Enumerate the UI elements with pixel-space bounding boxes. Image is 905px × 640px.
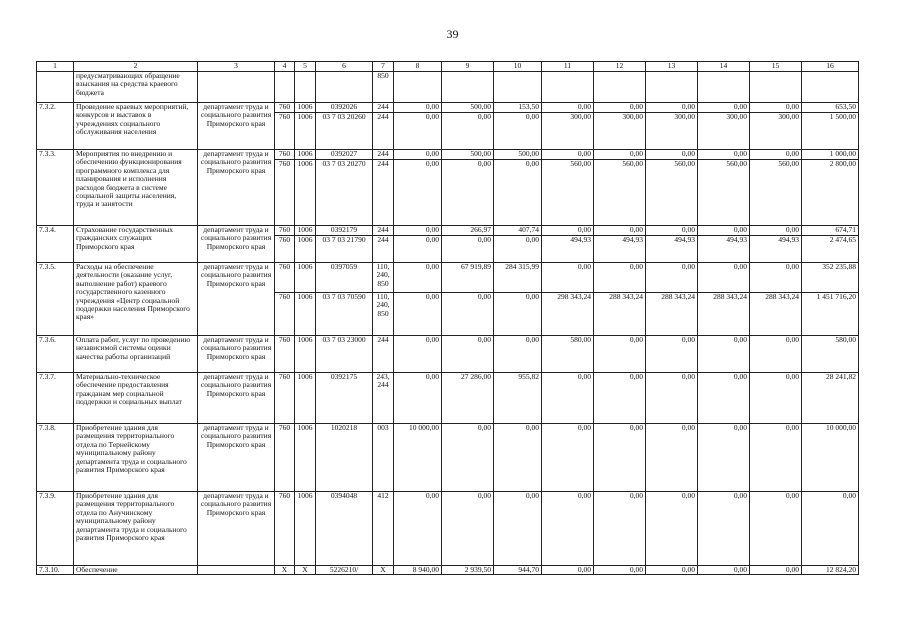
grbs-cell: 760	[275, 373, 295, 424]
row-name-cell: Материально-техническое обеспечение предоставления гражданам мер социальной поддержки и социальных выплат	[74, 373, 198, 424]
table-row	[37, 226, 859, 236]
total-amount-cell: 2 800,00	[802, 160, 859, 226]
amount-cell: 0,00	[594, 226, 646, 236]
amount-cell: 0,00	[394, 236, 442, 263]
expense-type-cell: 412	[373, 492, 394, 566]
header-cell: 14	[698, 62, 750, 72]
amount-cell: 0,00	[394, 373, 442, 424]
empty-cell	[494, 72, 542, 103]
amount-cell: 0,00	[750, 566, 802, 575]
amount-cell: 0,00	[442, 160, 494, 226]
amount-cell: 500,00	[442, 103, 494, 113]
amount-cell: 0,00	[394, 336, 442, 373]
amount-cell: 288 343,24	[698, 293, 750, 336]
row-id-cell: 7.3.9.	[37, 492, 74, 566]
amount-cell: 300,00	[698, 113, 750, 150]
header-cell: 9	[442, 62, 494, 72]
row-name-cell: Расходы на обеспечение деятельности (оказание услуг, выполнение работ) краевого государственного казенного учреждения «Центр социальной поддержки населения Приморского края»	[74, 263, 198, 336]
amount-cell: 288 343,24	[594, 293, 646, 336]
amount-cell: 0,00	[394, 226, 442, 236]
amount-cell: 0,00	[646, 103, 698, 113]
section-cell: 1006	[295, 263, 316, 293]
grbs-cell: 760	[275, 150, 295, 160]
responsible-dept-cell: департамент труда и социального развития Приморского края	[198, 373, 275, 424]
table-row	[37, 566, 859, 575]
amount-cell: 0,00	[494, 492, 542, 566]
table-row	[37, 336, 859, 373]
empty-cell	[698, 72, 750, 103]
total-amount-cell: 2 474,65	[802, 236, 859, 263]
amount-cell: 0,00	[646, 263, 698, 293]
target-article-cell: 03 7 03 23000	[316, 336, 373, 373]
grbs-cell: 760	[275, 226, 295, 236]
grbs-cell: 760	[275, 113, 295, 150]
section-cell: 1006	[295, 113, 316, 150]
amount-cell: 0,00	[494, 113, 542, 150]
expense-type-cell: 003	[373, 424, 394, 492]
amount-cell: 0,00	[494, 336, 542, 373]
amount-cell: 0,00	[494, 160, 542, 226]
amount-cell: 494,93	[750, 236, 802, 263]
amount-cell: 0,00	[494, 293, 542, 336]
amount-cell: 0,00	[646, 492, 698, 566]
row-name-cell: Проведение краевых мероприятий, конкурсов и выставок в учреждениях социального обслуживания населения	[74, 103, 198, 150]
amount-cell: 0,00	[442, 424, 494, 492]
amount-cell: 298 343,24	[542, 293, 594, 336]
header-cell: 10	[494, 62, 542, 72]
amount-cell: 0,00	[750, 373, 802, 424]
amount-cell: 494,93	[698, 236, 750, 263]
header-cell: 7	[373, 62, 394, 72]
amount-cell: 0,00	[542, 373, 594, 424]
amount-cell: 67 919,89	[442, 263, 494, 293]
total-amount-cell: 1 500,00	[802, 113, 859, 150]
section-cell: X	[295, 566, 316, 575]
expense-type-cell: 110, 240, 850	[373, 293, 394, 336]
expense-type-cell: 244	[373, 160, 394, 226]
amount-cell: 0,00	[698, 566, 750, 575]
amount-cell: 0,00	[394, 293, 442, 336]
table-row	[37, 103, 859, 113]
amount-cell: 494,93	[542, 236, 594, 263]
amount-cell: 0,00	[542, 103, 594, 113]
grbs-cell: X	[275, 566, 295, 575]
row-id-cell: 7.3.2.	[37, 103, 74, 150]
amount-cell: 0,00	[594, 263, 646, 293]
grbs-cell: 760	[275, 293, 295, 336]
grbs-cell: 760	[275, 336, 295, 373]
amount-cell: 560,00	[698, 160, 750, 226]
amount-cell: 0,00	[698, 373, 750, 424]
amount-cell: 955,82	[494, 373, 542, 424]
empty-cell	[750, 72, 802, 103]
grbs-cell: 760	[275, 263, 295, 293]
expense-type-cell: 244	[373, 113, 394, 150]
amount-cell: 0,00	[646, 336, 698, 373]
section-cell: 1006	[295, 424, 316, 492]
row-id-cell: 7.3.8.	[37, 424, 74, 492]
header-cell: 15	[750, 62, 802, 72]
row-name-cell: Приобретение здания для размещения территориального отдела по Анучинскому муниципальному району департамента труда и социального развития Приморского края	[74, 492, 198, 566]
responsible-dept-cell: департамент труда и социального развития Приморского края	[198, 103, 275, 150]
amount-cell: 0,00	[750, 336, 802, 373]
kvr-cell: 850	[373, 72, 394, 103]
expense-type-cell: 244	[373, 103, 394, 113]
empty-cell	[275, 72, 295, 103]
amount-cell: 0,00	[394, 113, 442, 150]
responsible-dept-cell: департамент труда и социального развития Приморского края	[198, 424, 275, 492]
grbs-cell: 760	[275, 160, 295, 226]
total-amount-cell: 0,00	[802, 492, 859, 566]
budget-table	[36, 61, 859, 575]
amount-cell: 0,00	[542, 263, 594, 293]
row-name-cell: Мероприятия по внедрению и обеспечению функционирования программного комплекса для планирования и исполнения расходов бюджета в системе социальной защиты населения, труда и занятости	[74, 150, 198, 226]
responsible-dept-cell: департамент труда и социального развития Приморского края	[198, 226, 275, 263]
amount-cell: 300,00	[750, 113, 802, 150]
section-cell: 1006	[295, 150, 316, 160]
table-row	[37, 150, 859, 160]
amount-cell: 0,00	[542, 150, 594, 160]
row-id-cell: 7.3.7.	[37, 373, 74, 424]
grbs-cell: 760	[275, 424, 295, 492]
table-row	[37, 424, 859, 492]
grbs-cell: 760	[275, 236, 295, 263]
amount-cell: 560,00	[646, 160, 698, 226]
row-id-cell: 7.3.6.	[37, 336, 74, 373]
page-number: 39	[446, 27, 459, 41]
amount-cell: 0,00	[542, 424, 594, 492]
amount-cell: 0,00	[646, 373, 698, 424]
responsible-dept-cell	[198, 566, 275, 575]
amount-cell: 0,00	[750, 226, 802, 236]
amount-cell: 0,00	[698, 150, 750, 160]
amount-cell: 494,93	[594, 236, 646, 263]
amount-cell: 0,00	[594, 492, 646, 566]
amount-cell: 0,00	[542, 492, 594, 566]
amount-cell: 0,00	[394, 263, 442, 293]
row-name-cell: Приобретение здания для размещения территориального отдела по Тернейскому муниципальному району департамента труда и социального развития Приморского края	[74, 424, 198, 492]
amount-cell: 0,00	[646, 226, 698, 236]
amount-cell: 0,00	[750, 263, 802, 293]
section-cell: 1006	[295, 226, 316, 236]
amount-cell: 0,00	[594, 424, 646, 492]
header-cell: 16	[802, 62, 859, 72]
row-id-cell: 7.3.10.	[37, 566, 74, 575]
amount-cell: 0,00	[750, 424, 802, 492]
row-name-cell: Обеспечение	[74, 566, 198, 575]
section-cell: 1006	[295, 160, 316, 226]
empty-cell	[802, 72, 859, 103]
amount-cell: 284 315,99	[494, 263, 542, 293]
header-cell: 6	[316, 62, 373, 72]
table-row	[37, 263, 859, 293]
responsible-dept-cell: департамент труда и социального развития Приморского края	[198, 263, 275, 336]
header-cell: 13	[646, 62, 698, 72]
amount-cell: 407,74	[494, 226, 542, 236]
amount-cell: 494,93	[646, 236, 698, 263]
empty-cell	[442, 72, 494, 103]
amount-cell: 0,00	[750, 103, 802, 113]
amount-cell: 300,00	[542, 113, 594, 150]
amount-cell: 560,00	[750, 160, 802, 226]
empty-cell	[316, 72, 373, 103]
target-article-cell: 0397059	[316, 263, 373, 293]
amount-cell: 0,00	[442, 113, 494, 150]
section-cell: 1006	[295, 293, 316, 336]
amount-cell: 0,00	[394, 150, 442, 160]
row-id-cell: 7.3.4.	[37, 226, 74, 263]
amount-cell: 0,00	[698, 103, 750, 113]
header-cell: 11	[542, 62, 594, 72]
amount-cell: 0,00	[594, 150, 646, 160]
target-article-cell: 03 7 03 20270	[316, 160, 373, 226]
section-cell: 1006	[295, 236, 316, 263]
expense-type-cell: 243, 244	[373, 373, 394, 424]
target-article-cell: 0394048	[316, 492, 373, 566]
expense-type-cell: 244	[373, 236, 394, 263]
empty-cell	[198, 72, 275, 103]
amount-cell: 0,00	[394, 492, 442, 566]
amount-cell: 0,00	[594, 566, 646, 575]
amount-cell: 300,00	[594, 113, 646, 150]
amount-cell: 0,00	[646, 150, 698, 160]
amount-cell: 2 939,50	[442, 566, 494, 575]
responsible-dept-cell: департамент труда и социального развития Приморского края	[198, 336, 275, 373]
amount-cell: 0,00	[698, 424, 750, 492]
header-cell: 12	[594, 62, 646, 72]
grbs-cell: 760	[275, 492, 295, 566]
amount-cell: 0,00	[698, 226, 750, 236]
header-cell: 2	[74, 62, 198, 72]
total-amount-cell: 12 824,20	[802, 566, 859, 575]
header-cell: 5	[295, 62, 316, 72]
amount-cell: 0,00	[698, 492, 750, 566]
amount-cell: 0,00	[542, 566, 594, 575]
header-cell: 3	[198, 62, 275, 72]
continuation-row	[37, 72, 859, 103]
amount-cell: 560,00	[542, 160, 594, 226]
amount-cell: 0,00	[698, 336, 750, 373]
amount-cell: 0,00	[698, 263, 750, 293]
section-cell: 1006	[295, 373, 316, 424]
responsible-dept-cell: департамент труда и социального развития Приморского края	[198, 492, 275, 566]
amount-cell: 500,00	[494, 150, 542, 160]
total-amount-cell: 653,50	[802, 103, 859, 113]
amount-cell: 10 000,00	[394, 424, 442, 492]
amount-cell: 27 286,00	[442, 373, 494, 424]
total-amount-cell: 674,71	[802, 226, 859, 236]
header-cell: 4	[275, 62, 295, 72]
row-id-cell: 7.3.5.	[37, 263, 74, 336]
grbs-cell: 760	[275, 103, 295, 113]
responsible-dept-cell: департамент труда и социального развития Приморского края	[198, 150, 275, 226]
amount-cell: 0,00	[494, 236, 542, 263]
expense-type-cell: X	[373, 566, 394, 575]
amount-cell: 580,00	[542, 336, 594, 373]
amount-cell: 288 343,24	[750, 293, 802, 336]
row-name-cell: Оплата работ, услуг по проведению независимой системы оценки качества работы организаций	[74, 336, 198, 373]
target-article-cell: 5226210/	[316, 566, 373, 575]
amount-cell: 944,70	[494, 566, 542, 575]
amount-cell: 0,00	[494, 424, 542, 492]
total-amount-cell: 1 000,00	[802, 150, 859, 160]
amount-cell: 300,00	[646, 113, 698, 150]
row-id-cell: 7.3.3.	[37, 150, 74, 226]
amount-cell: 0,00	[394, 103, 442, 113]
amount-cell: 0,00	[542, 226, 594, 236]
amount-cell: 288 343,24	[646, 293, 698, 336]
amount-cell: 8 940,00	[394, 566, 442, 575]
amount-cell: 0,00	[394, 160, 442, 226]
section-cell: 1006	[295, 492, 316, 566]
row-name-cell: предусматривающих обращение взыскания на средства краевого бюджета	[74, 72, 198, 103]
section-cell: 1006	[295, 103, 316, 113]
amount-cell: 0,00	[442, 336, 494, 373]
amount-cell: 500,00	[442, 150, 494, 160]
total-amount-cell: 580,00	[802, 336, 859, 373]
total-amount-cell: 28 241,82	[802, 373, 859, 424]
amount-cell: 0,00	[442, 293, 494, 336]
expense-type-cell: 244	[373, 336, 394, 373]
empty-cell	[594, 72, 646, 103]
table-row	[37, 373, 859, 424]
target-article-cell: 03 7 03 21790	[316, 236, 373, 263]
target-article-cell: 0392179	[316, 226, 373, 236]
expense-type-cell: 110, 240, 850	[373, 263, 394, 293]
target-article-cell: 0392175	[316, 373, 373, 424]
amount-cell: 0,00	[750, 150, 802, 160]
amount-cell: 0,00	[646, 424, 698, 492]
amount-cell: 0,00	[594, 336, 646, 373]
empty-cell	[295, 72, 316, 103]
empty-cell	[646, 72, 698, 103]
table-row	[37, 492, 859, 566]
amount-cell: 0,00	[646, 566, 698, 575]
header-cell: 1	[37, 62, 74, 72]
total-amount-cell: 10 000,00	[802, 424, 859, 492]
target-article-cell: 0392026	[316, 103, 373, 113]
row-name-cell: Страхование государственных гражданских служащих Приморского края	[74, 226, 198, 263]
amount-cell: 560,00	[594, 160, 646, 226]
target-article-cell: 1020218	[316, 424, 373, 492]
target-article-cell: 03 7 03 70590	[316, 293, 373, 336]
amount-cell: 0,00	[594, 373, 646, 424]
empty-cell	[542, 72, 594, 103]
expense-type-cell: 244	[373, 150, 394, 160]
target-article-cell: 0392027	[316, 150, 373, 160]
amount-cell: 0,00	[442, 492, 494, 566]
expense-type-cell: 244	[373, 226, 394, 236]
amount-cell: 0,00	[594, 103, 646, 113]
amount-cell: 0,00	[750, 492, 802, 566]
amount-cell: 0,00	[442, 236, 494, 263]
row-id-cell	[37, 72, 74, 103]
total-amount-cell: 352 235,88	[802, 263, 859, 293]
header-cell: 8	[394, 62, 442, 72]
total-amount-cell: 1 451 716,20	[802, 293, 859, 336]
amount-cell: 266,97	[442, 226, 494, 236]
target-article-cell: 03 7 03 20260	[316, 113, 373, 150]
section-cell: 1006	[295, 336, 316, 373]
empty-cell	[394, 72, 442, 103]
amount-cell: 153,50	[494, 103, 542, 113]
header-row	[37, 62, 859, 72]
